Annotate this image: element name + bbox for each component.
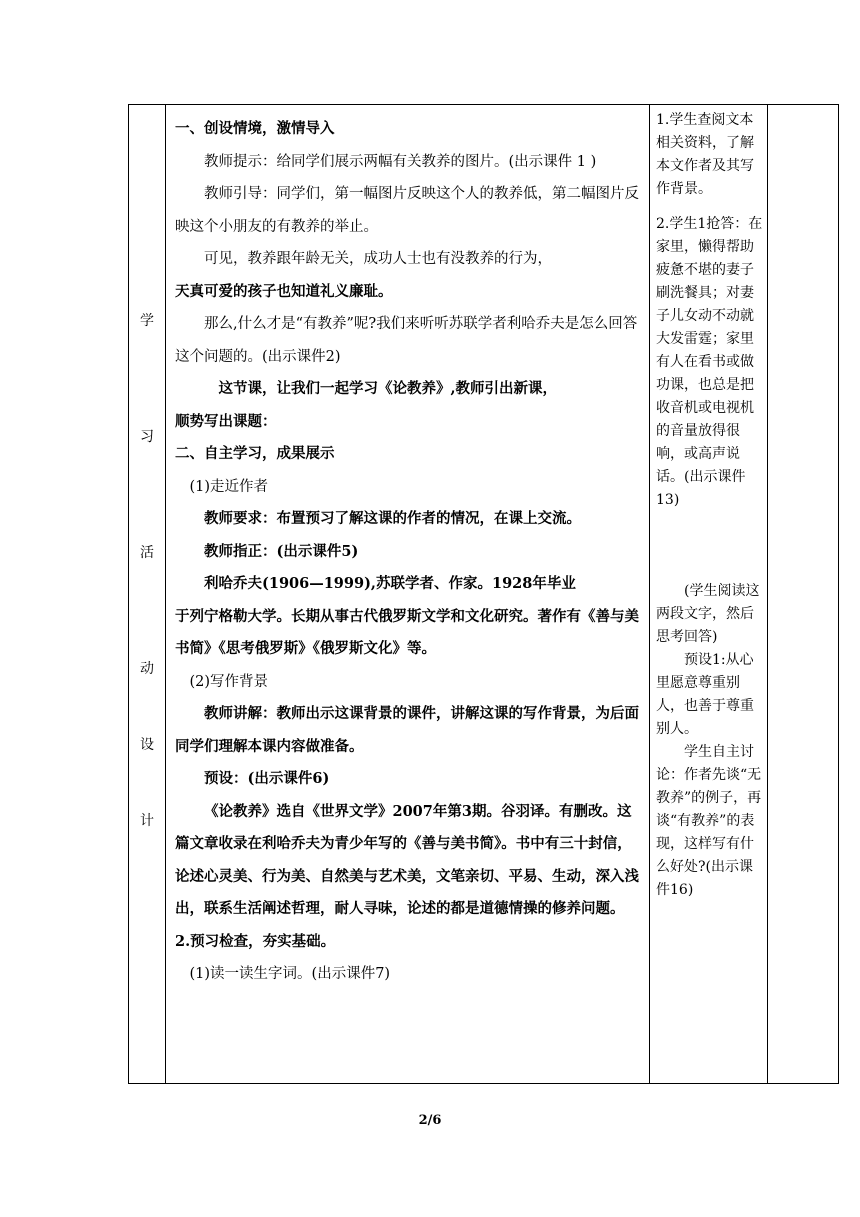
section-label <box>129 105 165 889</box>
student-note: 2.学生1抢答：在家里，懒得帮助疲惫不堪的妻子刷洗餐具；对妻子儿女动不动就大发雷霆；家里有人在看书或做功课，也总是把收音机或电视机的音量放得很响，或高声说话。(出示课件13) <box>656 216 763 508</box>
paragraph: 于列宁格勒大学。长期从事古代俄罗斯文学和文化研究。著作有《善与美书简》《思考俄罗斯》《俄罗斯文化》等。 <box>175 607 639 657</box>
paragraph: 那么,什么才是“有教养”呢?我们来听听苏联学者利哈乔夫是怎么回答这个问题的。(出示课件2) <box>175 316 638 365</box>
empty-cell <box>768 105 839 1084</box>
section-char: 习 <box>140 429 154 445</box>
section-heading: 2.预习检查，夯实基础。 <box>175 932 336 950</box>
section-label-cell <box>129 105 166 1084</box>
subheading: (2)写作背景 <box>189 673 269 690</box>
student-note: (学生阅读这两段文字，然后思考回答) <box>656 583 760 645</box>
paragraph: 顺势写出课题： <box>175 412 277 430</box>
section-char: 计 <box>140 813 154 829</box>
student-note: 学生自主讨论：作者先谈“无教养”的例子，再谈“有教养”的表现，这样写有什么好处?(出示课件16) <box>656 744 762 898</box>
paragraph: 教师指正：(出示课件5) <box>204 542 359 560</box>
section-char: 动 <box>140 661 154 677</box>
subheading: (1)读一读生字词。(出示课件7) <box>189 966 391 982</box>
student-note: 预设1:从心里愿意尊重别人，也善于尊重别人。 <box>656 652 754 737</box>
paragraph: 教师提示：给同学们展示两幅有关教养的图片。(出示课件 1 ) <box>204 153 597 170</box>
student-activity-cell <box>650 105 768 1084</box>
paragraph: 教师引导：同学们，第一幅图片反映这个人的教养低，第二幅图片反映这个小朋友的有教养的举止。 <box>175 186 639 235</box>
paragraph: 这节课，让我们一起学习《论教养》,教师引出新课， <box>218 380 558 397</box>
table-row <box>129 105 839 1084</box>
paragraph: 教师讲解：教师出示这课背景的课件，讲解这课的写作背景，为后面同学们理解本课内容做准备。 <box>175 705 639 755</box>
student-activity <box>650 105 767 902</box>
paragraph: 天真可爱的孩子也知道礼义廉耻。 <box>175 282 393 300</box>
section-char: 设 <box>140 737 154 753</box>
section-char: 学 <box>140 313 154 329</box>
paragraph: 《论教养》选自《世界文学》2007年第3期。谷羽译。有删改。这篇文章收录在利哈乔夫为青少年写的《善与美书简》。书中有三十封信，论述心灵美、行为美、自然美与艺术美，文笔亲切、平易、生动，深入浅出，联系生活阐述哲理，耐人寻味，论述的都是道德情操的修养问题。 <box>175 802 639 917</box>
section-char: 活 <box>140 545 154 561</box>
section-heading: 二、自主学习，成果展示 <box>175 445 335 462</box>
paragraph: 可见，教养跟年龄无关，成功人士也有没教养的行为， <box>204 251 552 267</box>
teacher-activity-cell <box>166 105 650 1084</box>
page-number: 2/6 <box>418 1113 442 1128</box>
subheading: (1)走近作者 <box>189 478 269 495</box>
paragraph: 利哈乔夫(1906—1999),苏联学者、作家。1928年毕业 <box>204 575 576 592</box>
lesson-plan-table <box>128 104 839 1084</box>
paragraph: 预设：(出示课件6) <box>204 770 330 787</box>
student-note: 1.学生查阅文本相关资料，了解本文作者及其写作背景。 <box>656 112 754 197</box>
teacher-activity <box>166 105 649 991</box>
paragraph: 教师要求：布置预习了解这课的作者的情况，在课上交流。 <box>204 510 581 527</box>
section-heading: 一、创设情境，激情导入 <box>175 120 335 137</box>
